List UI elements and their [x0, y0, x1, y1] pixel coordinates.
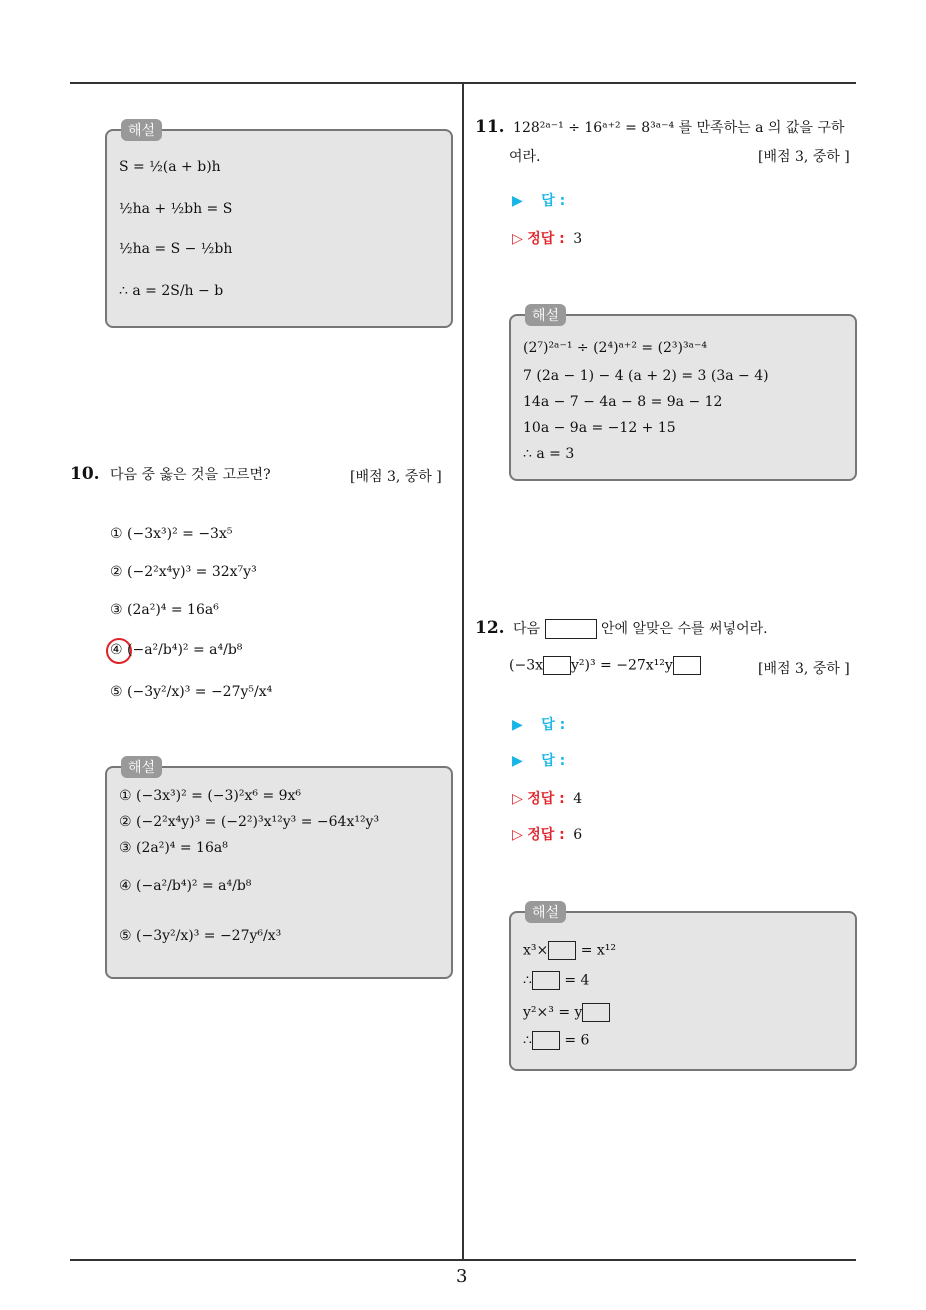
solution-line: ½ha + ½bh = S [119, 201, 233, 217]
q12-score: [배점 3, 중하 ] [758, 661, 850, 677]
solution-tag: 해설 [525, 304, 566, 326]
question-text-after: 안에 알맞은 수를 써넣어라. [601, 621, 768, 637]
solution-line: y²×³ = y [523, 1003, 610, 1022]
solution-line: 7 (2a − 1) − 4 (a + 2) = 3 (3a − 4) [523, 368, 769, 384]
blank-box [532, 971, 560, 990]
correct-value: 3 [573, 231, 583, 247]
solution-line: ④ (−a²/b⁴)² = a⁴/b⁸ [119, 878, 252, 894]
equation-left: (−3x [509, 657, 543, 674]
q10-option-2: ② (−2²x⁴y)³ = 32x⁷y³ [110, 564, 257, 580]
page-number: 3 [456, 1266, 468, 1287]
q10-score: [배점 3, 중하 ] [350, 469, 442, 485]
q11-answer-row [512, 190, 565, 210]
question-text-before: 다음 [513, 621, 541, 637]
correct-arrow-icon: ▷ [512, 231, 523, 247]
answer-arrow-icon: ▶ [512, 717, 523, 733]
answer-label: 답 : [541, 193, 566, 209]
q12-correct-row-2 [512, 824, 582, 844]
blank-2-box [673, 656, 701, 675]
bottom-rule [70, 1259, 856, 1261]
blank-box [548, 941, 576, 960]
solution-line: ③ (2a²)⁴ = 16a⁸ [119, 840, 228, 856]
q12-answer-row-2 [512, 750, 565, 770]
q11-question [475, 117, 844, 137]
answer-blank-box [545, 619, 597, 639]
solution-line: 14a − 7 − 4a − 8 = 9a − 12 [523, 394, 723, 410]
answer-arrow-icon: ▶ [512, 193, 523, 209]
solution-line: ⑤ (−3y²/x)³ = −27y⁶/x³ [119, 928, 282, 944]
solution-line: 10a − 9a = −12 + 15 [523, 420, 676, 436]
q11-question-line2: 여라. [509, 149, 541, 165]
blank-1-box [543, 656, 571, 675]
q10-option-4: ④ (−a²/b⁴)² = a⁴/b⁸ [110, 642, 243, 658]
q10-question [70, 464, 271, 484]
solution-line: ∴ = 6 [523, 1032, 590, 1049]
solution-line: ∴ a = 3 [523, 446, 575, 462]
answer-label: 답 : [541, 753, 566, 769]
question-text: 다음 중 옳은 것을 고르면? [110, 467, 271, 483]
solution-line: (2⁷)²ᵃ⁻¹ ÷ (2⁴)ᵃ⁺² = (2³)³ᵃ⁻⁴ [523, 340, 708, 356]
column-divider [462, 84, 464, 1260]
answer-arrow-icon: ▶ [512, 753, 523, 769]
correct-label: 정답 : [527, 231, 565, 247]
q10-solution-box [105, 760, 453, 979]
question-text-line1: 128²ᵃ⁻¹ ÷ 16ᵃ⁺² = 8³ᵃ⁻⁴ 를 만족하는 a 의 값을 구하 [513, 120, 845, 136]
q12-question [475, 618, 768, 639]
q10-option-5: ⑤ (−3y²/x)³ = −27y⁵/x⁴ [110, 684, 273, 700]
correct-label: 정답 : [527, 827, 565, 843]
solution-line: ① (−3x³)² = (−3)²x⁶ = 9x⁶ [119, 788, 302, 804]
correct-arrow-icon: ▷ [512, 827, 523, 843]
question-number: 11. [475, 117, 505, 137]
correct-arrow-icon: ▷ [512, 791, 523, 807]
question-number: 10. [70, 464, 100, 484]
q11-solution-box [509, 308, 857, 481]
blank-box [532, 1031, 560, 1050]
q10-option-1: ① (−3x³)² = −3x⁵ [110, 526, 233, 542]
solution-tag: 해설 [121, 756, 162, 778]
q10-option-3: ③ (2a²)⁴ = 16a⁶ [110, 602, 219, 618]
answer-label: 답 : [541, 717, 566, 733]
solution-line: ½ha = S − ½bh [119, 241, 233, 257]
solution-line: S = ½(a + b)h [119, 159, 221, 175]
q12-solution-box [509, 905, 857, 1071]
q12-answer-row-1 [512, 714, 565, 734]
q9-solution-box [105, 123, 453, 328]
solution-line: ② (−2²x⁴y)³ = (−2²)³x¹²y³ = −64x¹²y³ [119, 814, 380, 830]
correct-value: 6 [573, 827, 583, 843]
q11-score: [배점 3, 중하 ] [758, 149, 850, 165]
correct-label: 정답 : [527, 791, 565, 807]
correct-value: 4 [573, 791, 583, 807]
solution-line: ∴ a = 2S/h − b [119, 283, 224, 299]
equation-mid: y²)³ = −27x¹²y [571, 657, 673, 674]
solution-tag: 해설 [525, 901, 566, 923]
solution-line: ∴ = 4 [523, 972, 590, 989]
q12-equation [509, 656, 701, 675]
q12-correct-row-1 [512, 788, 582, 808]
solution-line: x³× = x¹² [523, 942, 617, 959]
q11-correct-row [512, 228, 582, 248]
blank-box [582, 1003, 610, 1022]
question-number: 12. [475, 618, 505, 638]
solution-tag: 해설 [121, 119, 162, 141]
